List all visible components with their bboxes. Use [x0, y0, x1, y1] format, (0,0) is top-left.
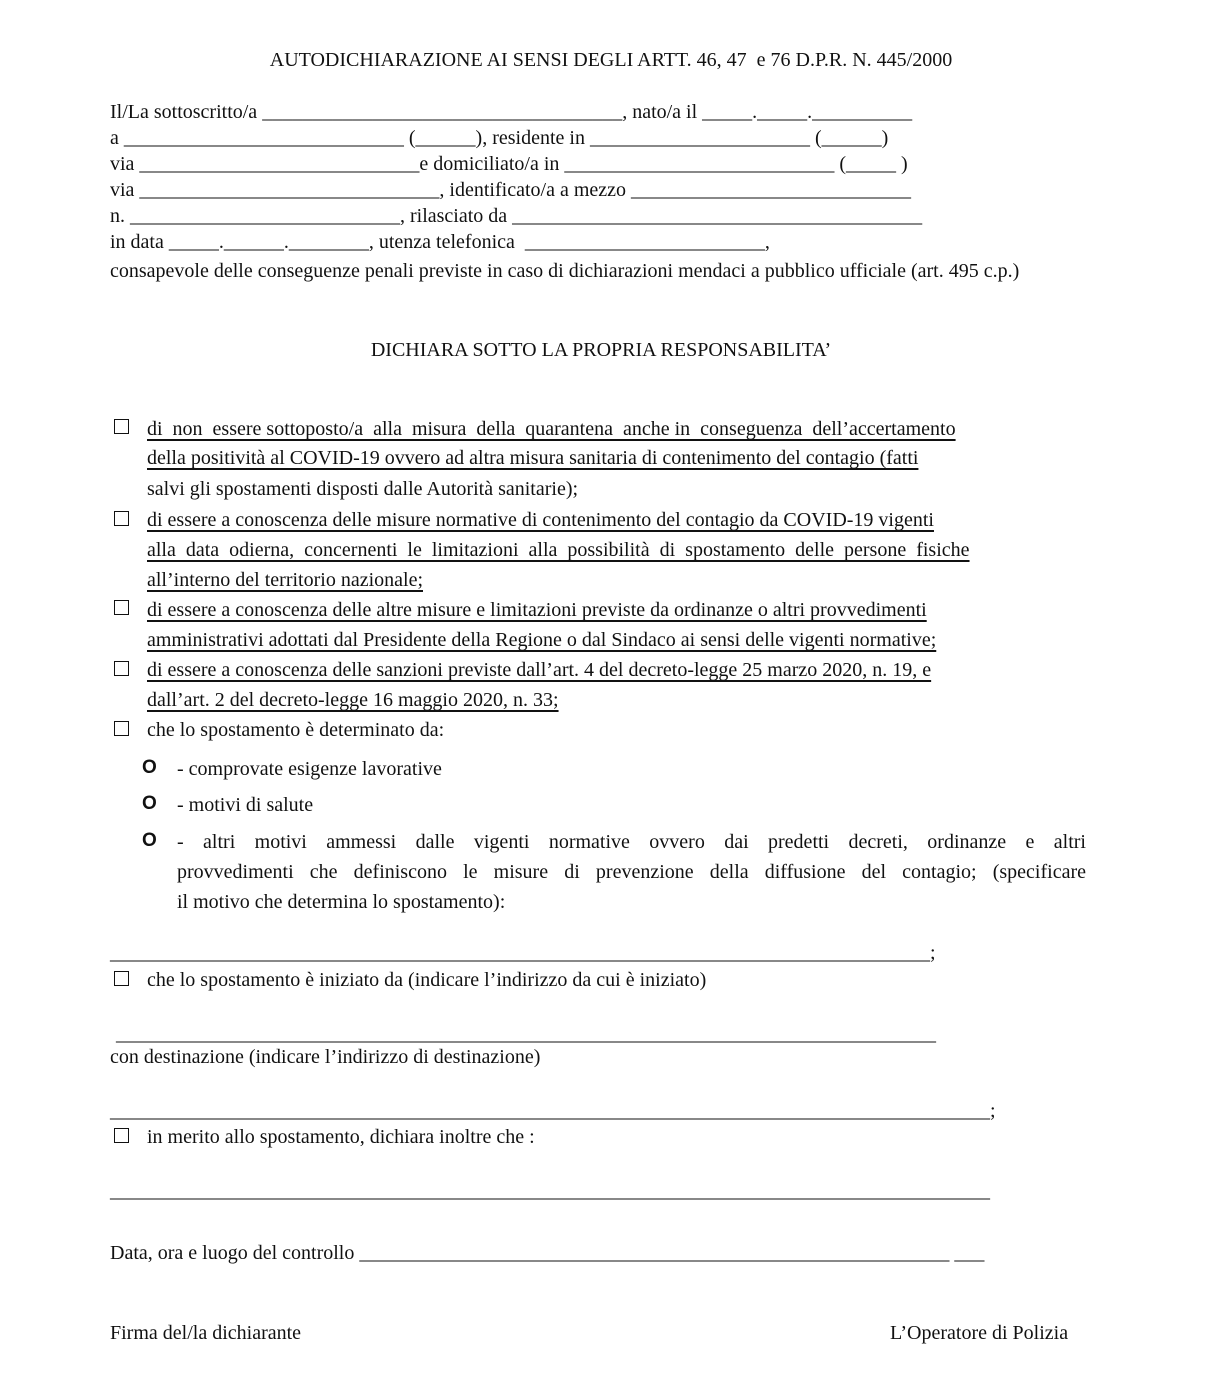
identity-line-document: via ______________________________, identificato/a a mezzo ____________________________ — [110, 179, 912, 201]
bullet-other-icon[interactable]: O — [142, 830, 157, 851]
identity-line-residence: via ____________________________e domiciliato/a in ___________________________ (_____ ) — [110, 153, 908, 175]
item1-line1: di non essere sottoposto/a alla misura della quarantena anche in conseguenza dell’accertamento — [147, 418, 956, 440]
signature-declarant-label: Firma del/la dichiarante — [110, 1322, 302, 1344]
bullet-health-icon[interactable]: O — [142, 793, 157, 814]
item4-line1: di essere a conoscenza delle sanzioni previste dall’art. 4 del decreto-legge 25 marzo 2020, n. 19, e — [147, 659, 932, 681]
checkbox-aware-ordinances[interactable] — [114, 600, 129, 615]
further-declaration-field[interactable]: ________________________________________________________________________________________ — [110, 1180, 990, 1202]
document-title: AUTODICHIARAZIONE AI SENSI DEGLI ARTT. 46, 47 e 76 D.P.R. N. 445/2000 — [269, 49, 953, 71]
item1-line3: salvi gli spostamenti disposti dalle Autorità sanitarie); — [147, 478, 579, 500]
destination-field[interactable]: ________________________________________________________________________________________; — [110, 1100, 996, 1122]
item4-line2: dall’art. 2 del decreto-legge 16 maggio 2020, n. 33; — [147, 689, 559, 711]
checkbox-start-address[interactable] — [114, 971, 129, 986]
identity-line-phone: in data _____.______.________, utenza telefonica ________________________, — [110, 231, 770, 253]
start-address-field[interactable]: __________________________________________________________________________________ — [116, 1023, 936, 1045]
identity-line-birthplace: a ____________________________ (______), residente in ______________________ (______) — [110, 127, 889, 149]
reason-other-line3: il motivo che determina lo spostamento): — [177, 891, 506, 913]
signature-officer-label: L’Operatore di Polizia — [890, 1322, 1069, 1344]
item2-line3: all’interno del territorio nazionale; — [147, 569, 423, 591]
item2-line1: di essere a conoscenza delle misure normative di contenimento del contagio da COVID-19 vigenti — [147, 509, 934, 531]
reason-work: - comprovate esigenze lavorative — [177, 758, 442, 780]
identity-line-issued-by: n. ___________________________, rilasciato da _________________________________________ — [110, 205, 923, 227]
destination-label: con destinazione (indicare l’indirizzo di destinazione) — [110, 1046, 541, 1068]
item5-text: che lo spostamento è determinato da: — [147, 719, 445, 741]
control-line[interactable]: Data, ora e luogo del controllo ___________________________________________________________ ___ — [110, 1242, 985, 1264]
item2-line2: alla data odierna, concernenti le limitazioni alla possibilità di spostamento delle persone fisiche — [147, 539, 970, 561]
item3-line2: amministrativi adottati dal Presidente della Regione o dal Sindaco ai sensi delle vigenti normative; — [147, 629, 937, 651]
item7-text: in merito allo spostamento, dichiara inoltre che : — [147, 1126, 535, 1148]
reason-health: - motivi di salute — [177, 794, 314, 816]
declares-heading: DICHIARA SOTTO LA PROPRIA RESPONSABILITA’ — [370, 339, 832, 361]
reason-other-line2: provvedimenti che definiscono le misure di prevenzione della diffusione del contagio; (specificare — [177, 861, 1086, 883]
checkbox-reason[interactable] — [114, 721, 129, 736]
item3-line1: di essere a conoscenza delle altre misure e limitazioni previste da ordinanze o altri provvedimenti — [147, 599, 927, 621]
bullet-work-icon[interactable]: O — [142, 757, 157, 778]
item6-text: che lo spostamento è iniziato da (indicare l’indirizzo da cui è iniziato) — [147, 969, 707, 991]
reason-other-line1: - altri motivi ammessi dalle vigenti normative ovvero dai predetti decreti, ordinanze e altri — [177, 831, 1086, 853]
checkbox-no-quarantine[interactable] — [114, 419, 129, 434]
item1-line2: della positività al COVID-19 ovvero ad altra misura sanitaria di contenimento del contagio (fatti — [147, 447, 919, 469]
identity-line-name: Il/La sottoscritto/a ____________________________________, nato/a il _____._____.__________ — [110, 101, 913, 123]
awareness-text: consapevole delle conseguenze penali previste in caso di dichiarazioni mendaci a pubblico ufficiale (art. 495 c.p.) — [110, 260, 1020, 282]
checkbox-aware-sanctions[interactable] — [114, 661, 129, 676]
checkbox-aware-measures[interactable] — [114, 511, 129, 526]
checkbox-further-declaration[interactable] — [114, 1128, 129, 1143]
reason-specify-field[interactable]: __________________________________________________________________________________; — [110, 942, 936, 964]
